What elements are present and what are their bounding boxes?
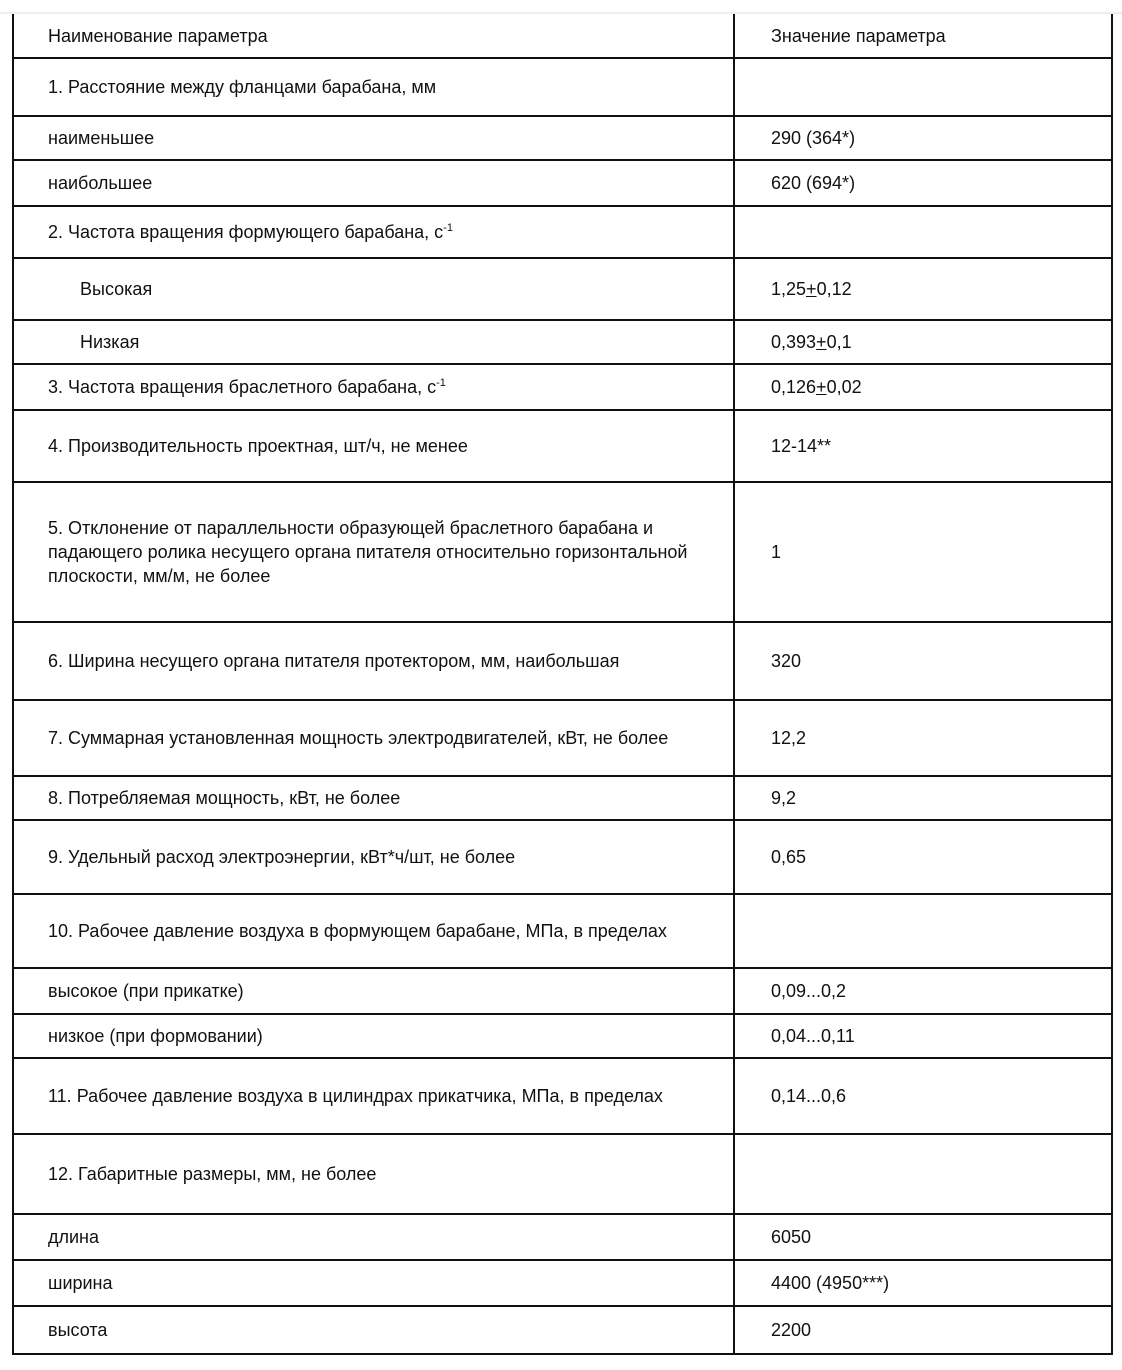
parameter-label: наибольшее [48, 173, 153, 193]
parameter-value [734, 1014, 1112, 1058]
value-text: 0,14...0,6 [771, 1086, 847, 1106]
parameter-value [734, 410, 1112, 482]
parameter-label: 1. Расстояние между фланцами барабана, мм [48, 77, 437, 97]
parameter-label: 2. Частота вращения формующего барабана, с [48, 222, 444, 242]
table-row [13, 1306, 1112, 1354]
parameter-value [734, 700, 1112, 776]
value-text: 12,2 [771, 728, 807, 748]
value-text: 0,65 [771, 847, 807, 867]
table-row [13, 258, 1112, 320]
table-row [13, 364, 1112, 410]
plus-minus-sign: + [816, 332, 827, 352]
parameter-value [734, 820, 1112, 894]
parameter-name [13, 1058, 734, 1134]
plus-minus-sign: + [806, 279, 817, 299]
table-row [13, 776, 1112, 820]
plus-minus-sign: + [816, 377, 827, 397]
value-text: 2200 [771, 1320, 812, 1340]
table-row [13, 894, 1112, 968]
value-text: 12-14** [771, 436, 832, 456]
parameter-label: 6. Ширина несущего органа питателя протектором, мм, наибольшая [48, 651, 620, 671]
parameter-label: 12. Габаритные размеры, мм, не более [48, 1164, 377, 1184]
parameter-value [734, 482, 1112, 622]
table-row [13, 116, 1112, 160]
parameter-value [734, 206, 1112, 258]
parameter-label: наименьшее [48, 128, 155, 148]
parameter-value [734, 160, 1112, 206]
table-row [13, 1058, 1112, 1134]
parameter-name [13, 58, 734, 116]
parameters-table [12, 14, 1113, 1355]
parameter-name [13, 410, 734, 482]
table-row [13, 1214, 1112, 1260]
parameter-label: ширина [48, 1273, 113, 1293]
parameter-name [13, 364, 734, 410]
table-header-row [13, 14, 1112, 58]
table-row [13, 622, 1112, 700]
unit-exponent: -1 [443, 222, 453, 234]
parameter-value [734, 1134, 1112, 1214]
value-text: 0,04...0,11 [771, 1026, 855, 1046]
table-row [13, 820, 1112, 894]
value-text: 0,09...0,2 [771, 981, 847, 1001]
parameter-label: 5. Отклонение от параллельности образующей браслетного барабана и падающего ролика несущего органа питателя относительно горизонтальной плоскости, мм/м, не более [48, 518, 688, 586]
parameter-value [734, 1058, 1112, 1134]
parameter-name [13, 1134, 734, 1214]
parameter-name [13, 258, 734, 320]
parameter-name [13, 116, 734, 160]
value-text: 6050 [771, 1227, 812, 1247]
parameter-label: 7. Суммарная установленная мощность электродвигателей, кВт, не более [48, 728, 669, 748]
parameter-value [734, 364, 1112, 410]
parameter-label: низкое (при формовании) [48, 1026, 263, 1046]
parameter-value [734, 894, 1112, 968]
value-text: 9,2 [771, 788, 797, 808]
parameter-name [13, 776, 734, 820]
parameter-name [13, 1306, 734, 1354]
parameter-name [13, 206, 734, 258]
table-row [13, 206, 1112, 258]
parameter-label: 11. Рабочее давление воздуха в цилиндрах прикатчика, МПа, в пределах [48, 1086, 663, 1106]
parameter-name [13, 1260, 734, 1306]
parameter-value [734, 320, 1112, 364]
table-row [13, 968, 1112, 1014]
header-parameter-value: Значение параметра [734, 14, 1112, 58]
parameter-value [734, 1214, 1112, 1260]
parameter-label: 4. Производительность проектная, шт/ч, не менее [48, 436, 468, 456]
tolerance-text: 0,02 [826, 377, 862, 397]
table-row [13, 410, 1112, 482]
parameter-name [13, 1214, 734, 1260]
parameter-label: высота [48, 1320, 108, 1340]
value-text: 290 (364*) [771, 128, 856, 148]
table-row [13, 482, 1112, 622]
parameter-value [734, 968, 1112, 1014]
parameter-name [13, 968, 734, 1014]
value-text: 0,393 [771, 332, 817, 352]
table-row [13, 1260, 1112, 1306]
parameter-value [734, 258, 1112, 320]
parameter-value [734, 622, 1112, 700]
parameter-label: 9. Удельный расход электроэнергии, кВт*ч/шт, не более [48, 847, 516, 867]
value-text: 4400 (4950***) [771, 1273, 890, 1293]
tolerance-text: 0,12 [816, 279, 852, 299]
value-text: 1 [771, 542, 782, 562]
value-text: 0,126 [771, 377, 817, 397]
parameter-label: длина [48, 1227, 100, 1247]
tolerance-text: 0,1 [826, 332, 852, 352]
parameter-label: высокое (при прикатке) [48, 981, 244, 1001]
parameter-label: 8. Потребляемая мощность, кВт, не более [48, 788, 401, 808]
parameter-name [13, 820, 734, 894]
table-row [13, 700, 1112, 776]
parameter-name [13, 894, 734, 968]
parameter-value [734, 58, 1112, 116]
table-row [13, 58, 1112, 116]
value-text: 620 (694*) [771, 173, 856, 193]
parameter-label: Высокая [80, 279, 153, 299]
parameter-name [13, 1014, 734, 1058]
parameter-name [13, 700, 734, 776]
parameter-name [13, 160, 734, 206]
parameter-label: 10. Рабочее давление воздуха в формующем барабане, МПа, в пределах [48, 921, 667, 941]
table-row [13, 320, 1112, 364]
value-text: 320 [771, 651, 802, 671]
table-row [13, 1014, 1112, 1058]
value-text: 1,25 [771, 279, 807, 299]
header-parameter-name: Наименование параметра [13, 14, 734, 58]
unit-exponent: -1 [436, 377, 446, 389]
parameter-label: 3. Частота вращения браслетного барабана, с [48, 377, 437, 397]
parameter-value [734, 1306, 1112, 1354]
parameter-name [13, 482, 734, 622]
parameter-value [734, 776, 1112, 820]
parameter-value [734, 1260, 1112, 1306]
parameter-label: Низкая [80, 332, 140, 352]
parameter-name [13, 622, 734, 700]
parameter-value [734, 116, 1112, 160]
parameter-name [13, 320, 734, 364]
table-row [13, 1134, 1112, 1214]
table-row [13, 160, 1112, 206]
